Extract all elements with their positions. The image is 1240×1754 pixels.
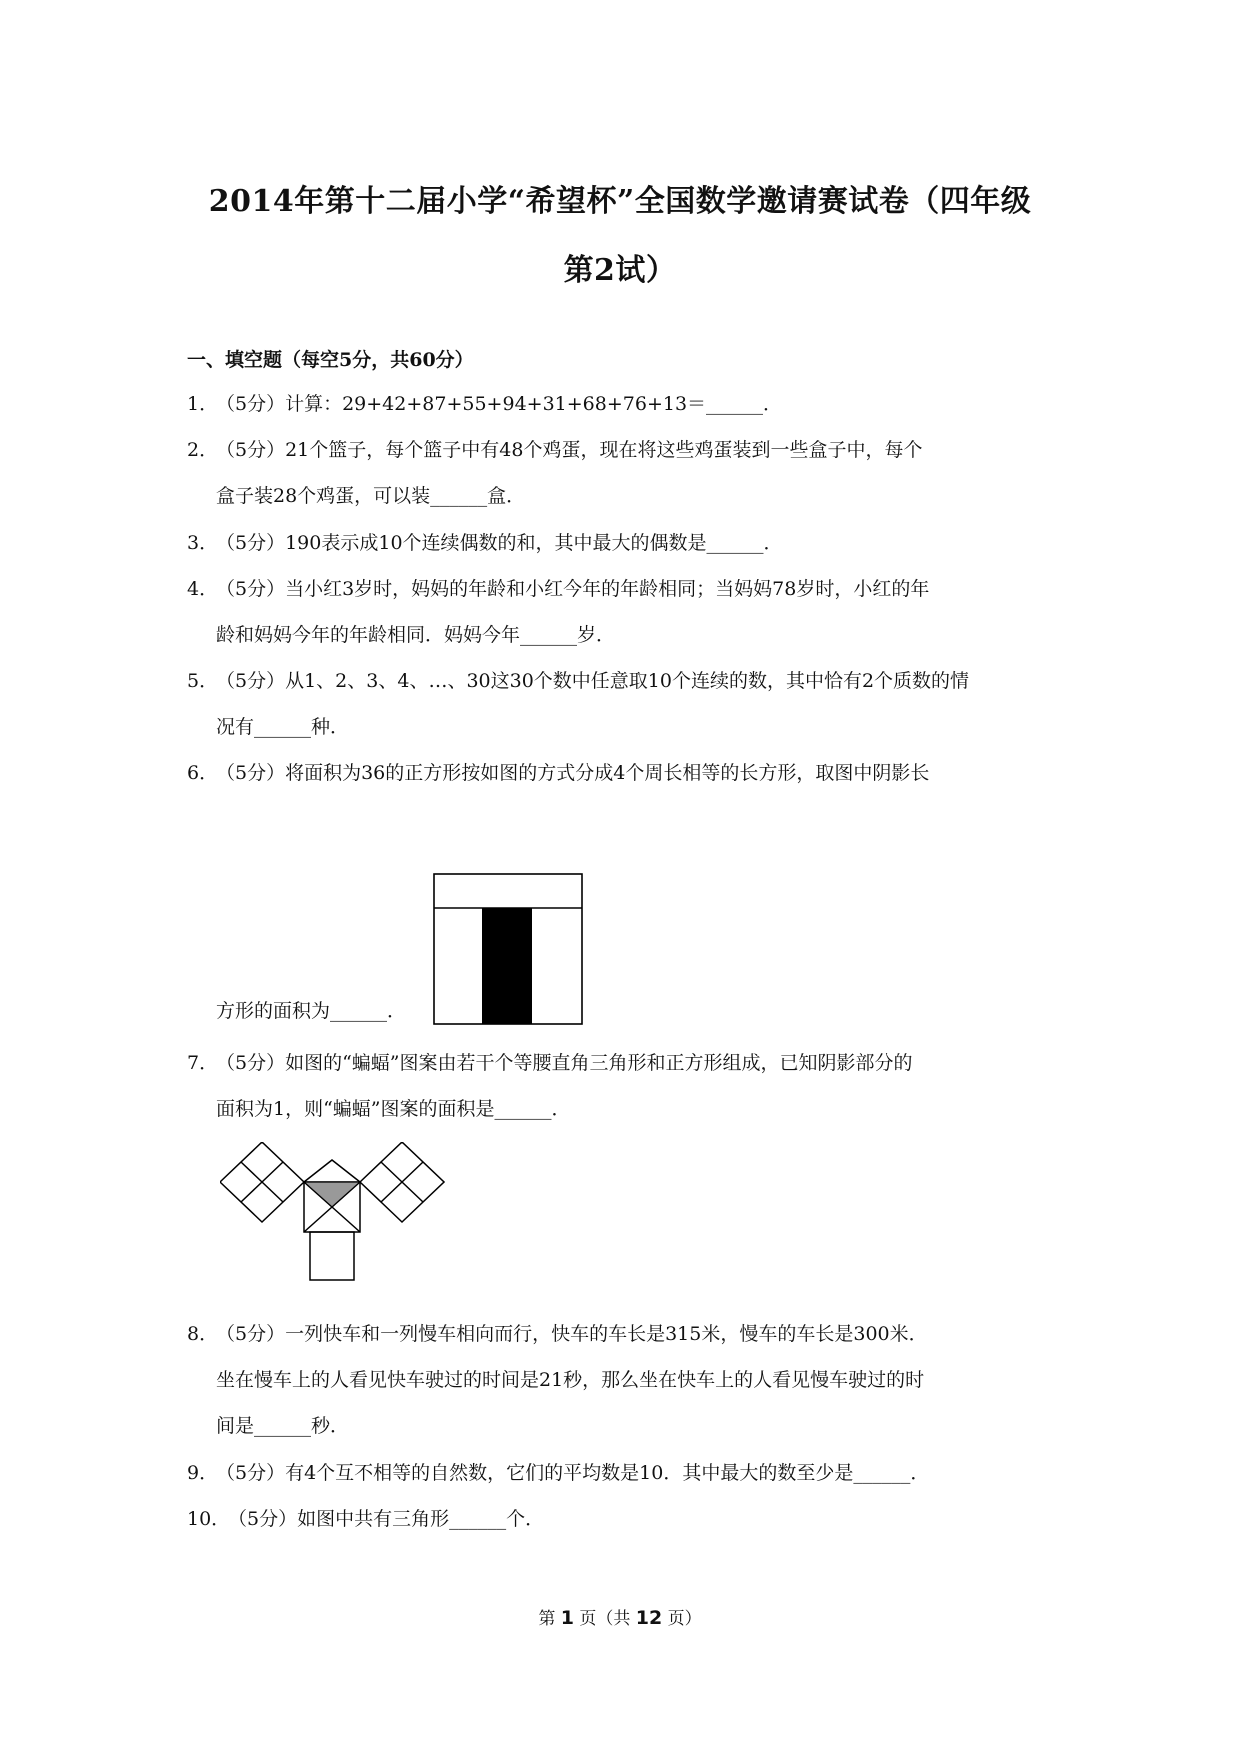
question-text: （5分）190表示成10个连续偶数的和，其中最大的偶数是______． <box>216 532 783 554</box>
shaded-triangle <box>304 1182 360 1207</box>
question-number: 1． <box>187 393 219 415</box>
question-number: 9． <box>187 1462 219 1484</box>
page-title-line2: 第2试） <box>563 253 677 288</box>
question-text: （5分）将面积为36的正方形按如图的方式分成4个周长相等的长方形，取图中阴影长 <box>216 762 930 784</box>
question-text: （5分）当小红3岁时，妈妈的年龄和小红今年的年龄相同；当妈妈78岁时，小红的年 <box>216 578 930 600</box>
question-number: 6． <box>187 762 219 784</box>
question-text: （5分）从1、2、3、4、…、30这30个数中任意取10个连续的数，其中恰有2个质数的情 <box>216 670 970 692</box>
question-number: 2． <box>187 439 219 461</box>
question-text: （5分）21个篮子，每个篮子中有48个鸡蛋，现在将这些鸡蛋装到一些盒子中，每个 <box>216 439 923 461</box>
section-heading: 一、填空题（每空5分，共60分） <box>187 349 474 371</box>
question-number: 3． <box>187 532 219 554</box>
question-2-continuation: 盒子装28个鸡蛋，可以装______盒． <box>216 485 526 507</box>
question-text: （5分）计算：29+42+87+55+94+31+68+76+13＝______． <box>216 393 783 415</box>
footer-suffix: 页） <box>662 1609 702 1629</box>
question-8-continuation: 坐在慢车上的人看见快车驶过的时间是21秒，那么坐在快车上的人看见慢车驶过的时 <box>216 1369 925 1391</box>
question-text: （5分）有4个互不相等的自然数，它们的平均数是10．其中最大的数至少是______． <box>216 1462 930 1484</box>
question-text: （5分）如图的“蝙蝠”图案由若干个等腰直角三角形和正方形组成，已知阴影部分的 <box>216 1052 913 1074</box>
footer-middle: 页（共 <box>573 1609 636 1629</box>
tail-square <box>310 1232 354 1280</box>
bat-pattern-figure <box>220 1142 445 1282</box>
question-number: 8． <box>187 1323 219 1345</box>
footer-page-number: 1 <box>560 1607 574 1629</box>
question-text: （5分）如图中共有三角形______个． <box>228 1508 545 1530</box>
square-rectangles-figure <box>433 873 583 1025</box>
page-title-line1: 2014年第十二届小学“希望杯”全国数学邀请赛试卷（四年级 <box>208 184 1032 219</box>
question-4-continuation: 龄和妈妈今年的年龄相同．妈妈今年______岁． <box>216 624 616 646</box>
question-5-continuation: 况有______种． <box>216 716 350 738</box>
question-7-continuation: 面积为1，则“蝙蝠”图案的面积是______． <box>216 1098 571 1120</box>
question-number: 4． <box>187 578 219 600</box>
question-number: 5． <box>187 670 219 692</box>
shaded-rectangle <box>482 908 532 1024</box>
question-8-continuation: 间是______秒． <box>216 1415 350 1437</box>
page-footer <box>0 1604 1240 1629</box>
question-number: 10． <box>187 1508 231 1530</box>
question-number: 7． <box>187 1052 219 1074</box>
footer-prefix: 第 <box>538 1609 561 1629</box>
question-text: （5分）一列快车和一列慢车相向而行，快车的车长是315米，慢车的车长是300米． <box>216 1323 928 1345</box>
question-6-continuation: 方形的面积为______． <box>216 1000 407 1022</box>
footer-total-pages: 12 <box>635 1607 663 1629</box>
head-triangle <box>304 1160 360 1182</box>
